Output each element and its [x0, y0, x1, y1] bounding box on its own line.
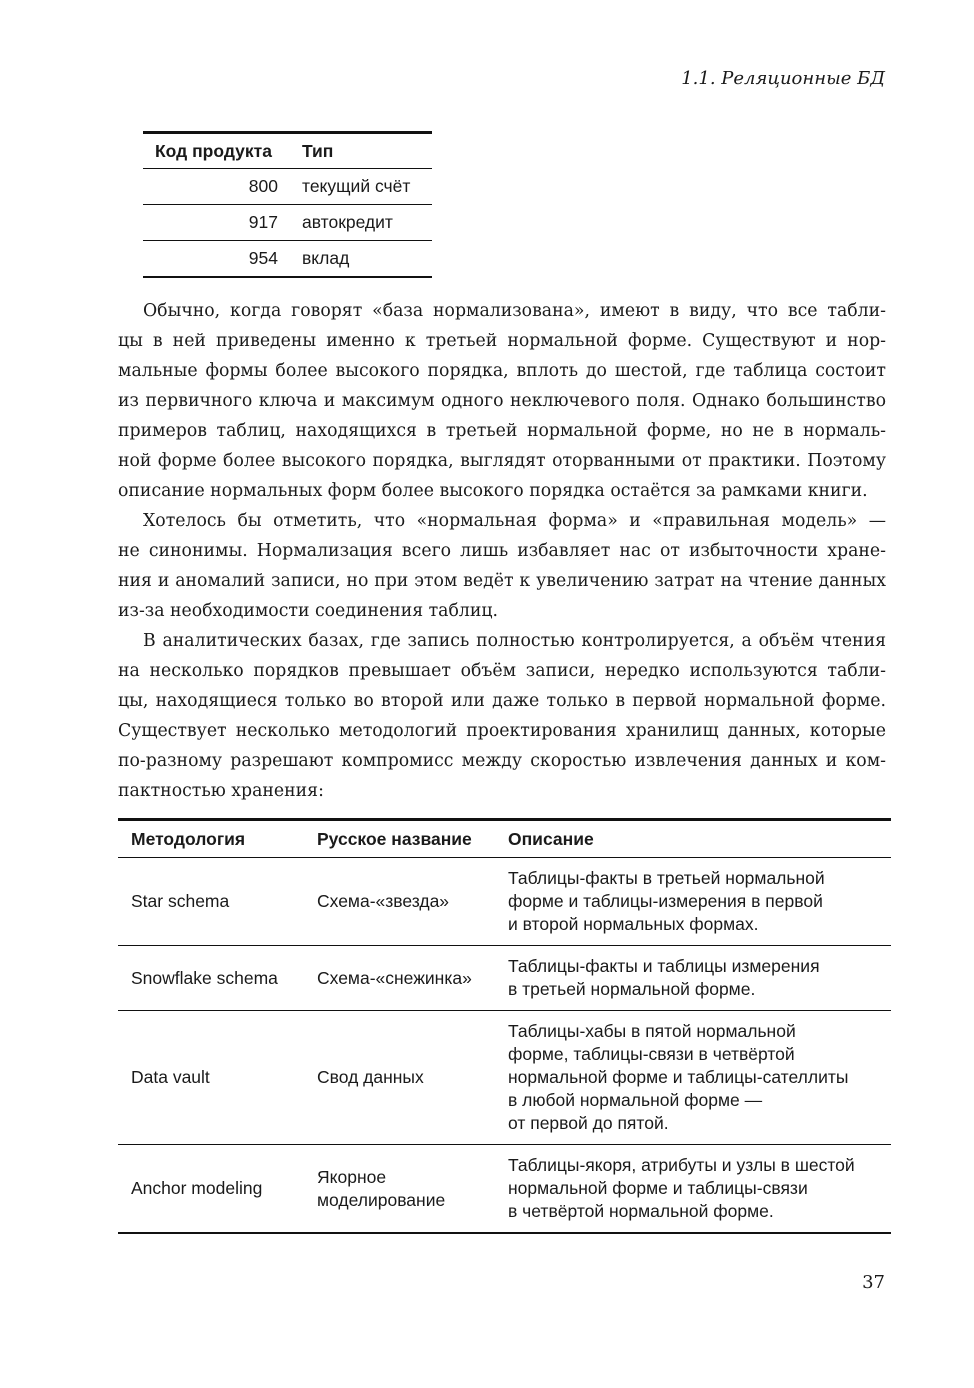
description-line: в третьей нормальной форме.: [508, 979, 756, 999]
text-line: Хотелось бы отметить, что «нормальная форма» и «правильная модель» —: [143, 511, 886, 531]
text-line: В аналитических базах, где запись полностью контролируется, а объём чтения: [143, 631, 886, 651]
methodology-name-cell: Snowflake schema: [118, 946, 304, 1011]
description-line: форме и таблицы-измерения в первой: [508, 891, 823, 911]
russian-name-line: Схема-«снежинка»: [317, 967, 472, 988]
column-header: Тип: [290, 133, 432, 169]
column-header: Описание: [495, 820, 891, 858]
methodology-name-cell: Data vault: [118, 1011, 304, 1145]
russian-name-line: Схема-«звезда»: [317, 891, 450, 911]
running-head: 1.1. Реляционные БД: [681, 68, 885, 89]
text-line: из-за необходимости соединения таблиц.: [118, 601, 498, 621]
body-text: [118, 296, 886, 806]
description-line: нормальной форме и таблицы-связи: [508, 1178, 808, 1198]
text-line: Существует несколько методологий проектирования хранилищ данных, которые: [118, 721, 886, 741]
column-header: Код продукта: [143, 133, 290, 169]
description-line: в четвёртой нормальной форме.: [508, 1201, 774, 1221]
table-row: [118, 1145, 891, 1234]
table-row: [118, 946, 891, 1011]
description-cell: [495, 946, 891, 1011]
page-number: 37: [862, 1272, 885, 1293]
description-line: Таблицы-якоря, атрибуты и узлы в шестой: [508, 1155, 855, 1175]
text-line: пактностью хранения:: [118, 781, 324, 801]
product-type-cell: автокредит: [290, 205, 432, 241]
text-line: описание нормальных форм более высокого порядка остаётся за рамками книги.: [118, 481, 868, 501]
russian-name-cell: [304, 946, 495, 1011]
description-line: от первой до пятой.: [508, 1113, 669, 1133]
description-cell: [495, 1145, 891, 1234]
paragraph: [118, 506, 886, 626]
table-row: [143, 205, 432, 241]
column-header: Русское название: [304, 820, 495, 858]
description-line: Таблицы-факты в третьей нормальной: [508, 868, 825, 888]
product-type-cell: текущий счёт: [290, 169, 432, 205]
description-cell: [495, 858, 891, 946]
description-line: Таблицы-хабы в пятой нормальной: [508, 1021, 796, 1041]
text-line: не синонимы. Нормализация всего лишь избавляет нас от избыточности хране-: [118, 541, 886, 561]
text-line: на несколько порядков превышает объём записи, нередко используются табли-: [118, 661, 886, 681]
russian-name-line: Свод данных: [317, 1067, 424, 1087]
description-line: форме, таблицы-связи в четвёртой: [508, 1044, 795, 1064]
product-type-table: [143, 131, 432, 278]
text-line: мальные формы более высокого порядка, вплоть до шестой, где таблица состоит: [118, 361, 886, 381]
product-code-cell: 800: [143, 169, 290, 205]
table-row: [118, 858, 891, 946]
table-row: [143, 169, 432, 205]
russian-name-cell: [304, 858, 495, 946]
description-cell: [495, 1011, 891, 1145]
description-line: в любой нормальной форме —: [508, 1090, 763, 1110]
description-line: нормальной форме и таблицы-сателлиты: [508, 1067, 849, 1087]
text-line: цы в ней приведены именно к третьей нормальной форме. Существуют и нор-: [118, 331, 886, 351]
text-line: ной форме более высокого порядка, выглядят оторванными от практики. Поэтому: [118, 451, 886, 471]
russian-name-cell: [304, 1145, 495, 1234]
description-line: Таблицы-факты и таблицы измерения: [508, 956, 820, 976]
text-line: по-разному разрешают компромисс между скоростью извлечения данных и ком-: [118, 751, 886, 771]
text-line: Обычно, когда говорят «база нормализована», имеют в виду, что все табли-: [143, 301, 886, 321]
product-code-cell: 917: [143, 205, 290, 241]
text-line: цы, находящиеся только во второй или даже только в первой нормальной форме.: [118, 691, 886, 711]
russian-name-line: моделирование: [317, 1189, 446, 1210]
methodology-name-cell: Star schema: [118, 858, 304, 946]
column-header: Методология: [118, 820, 304, 858]
description-line: и второй нормальных формах.: [508, 914, 759, 934]
table-header-row: [143, 133, 432, 169]
methodology-name-cell: Anchor modeling: [118, 1145, 304, 1234]
text-line: ния и аномалий записи, но при этом ведёт к увеличению затрат на чтение данных: [118, 571, 886, 591]
table-header-row: [118, 820, 891, 858]
paragraph: [118, 296, 886, 506]
product-code-cell: 954: [143, 241, 290, 277]
product-type-cell: вклад: [290, 241, 432, 277]
russian-name-cell: [304, 1011, 495, 1145]
text-line: примеров таблиц, находящихся в третьей нормальной форме, но не в нормаль-: [118, 421, 886, 441]
russian-name-line: Якорное: [317, 1166, 387, 1187]
paragraph: [118, 626, 886, 806]
table-row: [143, 241, 432, 277]
text-line: из первичного ключа и максимум одного неключевого поля. Однако большинство: [118, 391, 886, 411]
methodology-table: [118, 818, 891, 1234]
table-row: [118, 1011, 891, 1145]
